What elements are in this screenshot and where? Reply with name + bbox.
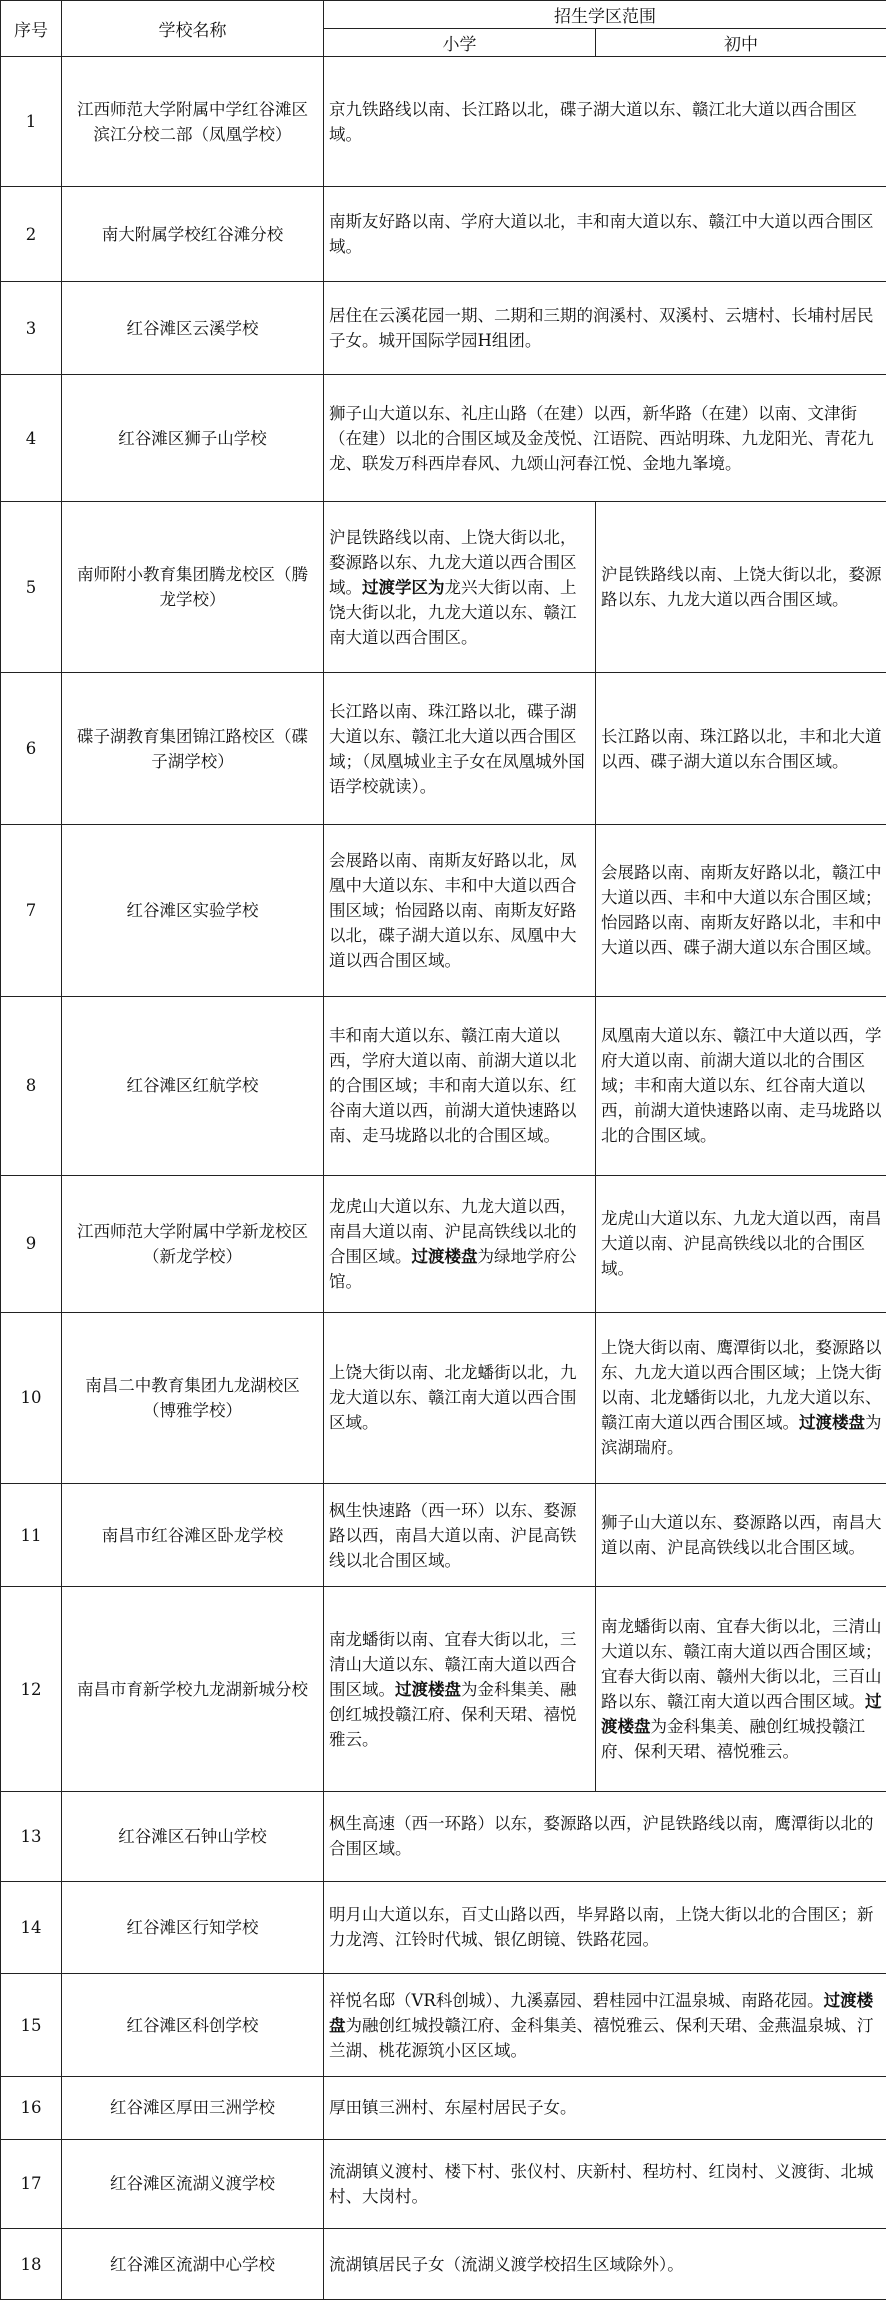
- text-segment: 京九铁路线以南、长江路以北，碟子湖大道以东、赣江北大道以西合围区域。: [329, 99, 857, 144]
- school-name: 红谷滩区行知学校: [62, 1881, 324, 1973]
- table-row: [1, 187, 886, 282]
- primary-area: [324, 825, 596, 996]
- row-number: 9: [1, 1175, 62, 1312]
- school-name: 南昌二中教育集团九龙湖校区（博雅学校）: [62, 1312, 324, 1483]
- text-segment: 祥悦名邸（VR科创城）、九溪嘉园、碧桂园中江温泉城、南路花园。: [329, 1990, 824, 2010]
- text-segment: 南龙蟠街以南、宜春大街以北，三清山大道以东、赣江南大道以西合围区域；宜春大街以南、赣州大街以北，三百山路以东、赣江南大道以西合围区域。: [601, 1617, 882, 1712]
- enrollment-area: [324, 282, 886, 374]
- school-name: 红谷滩区狮子山学校: [62, 374, 324, 502]
- school-name: 红谷滩区云溪学校: [62, 282, 324, 374]
- row-number: 17: [1, 2139, 62, 2229]
- text-segment: 明月山大道以东，百丈山路以西，毕昇路以南，上饶大街以北的合围区；新力龙湾、江铃时代城、银亿朗镜、铁路花园。: [329, 1905, 874, 1950]
- enrollment-area: [324, 1881, 886, 1973]
- primary-area: [324, 1483, 596, 1586]
- table-row: [1, 1175, 886, 1312]
- row-number: 2: [1, 187, 62, 282]
- school-name: 南昌市育新学校九龙湖新城分校: [62, 1587, 324, 1792]
- row-number: 12: [1, 1587, 62, 1792]
- row-number: 16: [1, 2077, 62, 2139]
- row-number: 4: [1, 374, 62, 502]
- enrollment-area: [324, 187, 886, 282]
- text-segment: 上饶大街以南、北龙蟠街以北，九龙大道以东、赣江南大道以西合围区域。: [329, 1363, 577, 1433]
- bold-text: 过渡楼盘: [329, 1990, 874, 2035]
- enrollment-area: [324, 2229, 886, 2300]
- school-name: 红谷滩区流湖中心学校: [62, 2229, 324, 2300]
- school-name: 南师附小教育集团腾龙校区（腾龙学校）: [62, 502, 324, 673]
- header-enrollment-range: 招生学区范围: [324, 1, 886, 29]
- school-name: 红谷滩区红航学校: [62, 996, 324, 1175]
- table-row: [1, 57, 886, 187]
- junior-area: [596, 1587, 886, 1792]
- text-segment: 会展路以南、南斯友好路以北，凤凰中大道以东、丰和中大道以西合围区域；怡园路以南、南斯友好路以北，碟子湖大道以东、凤凰中大道以西合围区域。: [329, 850, 577, 970]
- table-body: [1, 57, 886, 2300]
- table-row: [1, 1974, 886, 2077]
- bold-text: 过渡楼盘: [601, 1692, 882, 1737]
- school-name: 红谷滩区流湖义渡学校: [62, 2139, 324, 2229]
- text-segment: 长江路以南、珠江路以北，碟子湖大道以东、赣江北大道以西合围区域；（凤凰城业主子女在凤凰城外国语学校就读）。: [329, 701, 585, 796]
- row-number: 18: [1, 2229, 62, 2300]
- text-segment: 为金科集美、融创红城投赣江府、保利天珺、禧悦雅云。: [601, 1717, 865, 1762]
- primary-area: [324, 1587, 596, 1792]
- text-segment: 为绿地学府公馆。: [329, 1246, 577, 1291]
- table-row: [1, 2229, 886, 2300]
- primary-area: [324, 673, 596, 825]
- row-number: 14: [1, 1881, 62, 1973]
- header-seq: 序号: [1, 1, 62, 57]
- table-row: [1, 282, 886, 374]
- bold-text: 过渡楼盘: [799, 1413, 865, 1433]
- table-row: [1, 996, 886, 1175]
- row-number: 8: [1, 996, 62, 1175]
- text-segment: 龙虎山大道以东、九龙大道以西，南昌大道以南、沪昆高铁线以北的合围区域。: [329, 1196, 577, 1266]
- text-segment: 龙虎山大道以东、九龙大道以西，南昌大道以南、沪昆高铁线以北的合围区域。: [601, 1209, 882, 1279]
- enrollment-area: [324, 2139, 886, 2229]
- school-name: 江西师范大学附属中学红谷滩区滨江分校二部（凤凰学校）: [62, 57, 324, 187]
- text-segment: 流湖镇义渡村、楼下村、张仪村、庆新村、程坊村、红岗村、义渡街、北城村、大岗村。: [329, 2161, 874, 2206]
- text-segment: 枫生快速路（西一环）以东、婺源路以西，南昌大道以南、沪昆高铁线以北合围区域。: [329, 1500, 577, 1570]
- primary-area: [324, 1175, 596, 1312]
- enrollment-area: [324, 1974, 886, 2077]
- table-row: [1, 1483, 886, 1586]
- enrollment-area: [324, 374, 886, 502]
- text-segment: 为融创红城投赣江府、金科集美、禧悦雅云、保利天珺、金燕温泉城、汀兰湖、桃花源筑小区区域。: [329, 2015, 874, 2060]
- enrollment-area: [324, 2077, 886, 2139]
- row-number: 3: [1, 282, 62, 374]
- enrollment-area: [324, 57, 886, 187]
- row-number: 11: [1, 1483, 62, 1586]
- text-segment: 龙兴大街以南、上饶大街以北，九龙大道以东、赣江南大道以西合围区。: [329, 577, 577, 647]
- text-segment: 上饶大街以南、鹰潭街以北，婺源路以东、九龙大道以西合围区域；上饶大街以南、北龙蟠街以北，九龙大道以东、赣江南大道以西合围区域。: [601, 1338, 882, 1433]
- row-number: 15: [1, 1974, 62, 2077]
- text-segment: 会展路以南、南斯友好路以北，赣江中大道以西、丰和中大道以东合围区域；怡园路以南、南斯友好路以北，丰和中大道以西、碟子湖大道以东合围区域。: [601, 863, 882, 958]
- row-number: 7: [1, 825, 62, 996]
- junior-area: [596, 673, 886, 825]
- bold-text: 过渡学区为: [362, 577, 445, 597]
- junior-area: [596, 1175, 886, 1312]
- school-name: 碟子湖教育集团锦江路校区（碟子湖学校）: [62, 673, 324, 825]
- text-segment: 南龙蟠街以南、宜春大街以北，三清山大道以东、赣江南大道以西合围区域。: [329, 1629, 577, 1699]
- row-number: 1: [1, 57, 62, 187]
- text-segment: 长江路以南、珠江路以北，丰和北大道以西、碟子湖大道以东合围区域。: [601, 726, 882, 771]
- table-row: [1, 1312, 886, 1483]
- text-segment: 流湖镇居民子女（流湖义渡学校招生区域除外）。: [329, 2254, 684, 2274]
- school-name: 红谷滩区科创学校: [62, 1974, 324, 2077]
- school-name: 南昌市红谷滩区卧龙学校: [62, 1483, 324, 1586]
- junior-area: [596, 1312, 886, 1483]
- table-row: [1, 2139, 886, 2229]
- text-segment: 沪昆铁路线以南、上饶大街以北，婺源路以东、九龙大道以西合围区域。: [329, 527, 577, 597]
- header-junior: 初中: [596, 29, 886, 57]
- row-number: 13: [1, 1792, 62, 1882]
- table-row: [1, 673, 886, 825]
- table-row: [1, 1792, 886, 1882]
- text-segment: 沪昆铁路线以南、上饶大街以北，婺源路以东、九龙大道以西合围区域。: [601, 565, 882, 610]
- table-row: [1, 1587, 886, 1792]
- junior-area: [596, 1483, 886, 1586]
- school-name: 江西师范大学附属中学新龙校区（新龙学校）: [62, 1175, 324, 1312]
- school-name: 红谷滩区厚田三洲学校: [62, 2077, 324, 2139]
- school-name: 南大附属学校红谷滩分校: [62, 187, 324, 282]
- text-segment: 丰和南大道以东、赣江南大道以西，学府大道以南、前湖大道以北的合围区域；丰和南大道以东、红谷南大道以西，前湖大道快速路以南、走马垅路以北的合围区域。: [329, 1026, 577, 1146]
- header-primary: 小学: [324, 29, 596, 57]
- row-number: 5: [1, 502, 62, 673]
- text-segment: 枫生高速（西一环路）以东，婺源路以西，沪昆铁路线以南，鹰潭街以北的合围区域。: [329, 1814, 874, 1859]
- junior-area: [596, 996, 886, 1175]
- enrollment-area: [324, 1792, 886, 1882]
- text-segment: 厚田镇三洲村、东屋村居民子女。: [329, 2098, 577, 2118]
- table-row: [1, 502, 886, 673]
- table-row: [1, 1881, 886, 1973]
- school-name: 红谷滩区石钟山学校: [62, 1792, 324, 1882]
- primary-area: [324, 502, 596, 673]
- bold-text: 过渡楼盘: [395, 1679, 461, 1699]
- bold-text: 过渡楼盘: [411, 1246, 478, 1266]
- text-segment: 南斯友好路以南、学府大道以北，丰和南大道以东、赣江中大道以西合围区域。: [329, 212, 874, 257]
- text-segment: 狮子山大道以东、礼庄山路（在建）以西，新华路（在建）以南、文津街（在建）以北的合围区域及金茂悦、江语院、西站明珠、九龙阳光、青花九龙、联发万科西岸春风、九颂山河春江悦、金地九峯境。: [329, 403, 874, 473]
- header-school-name: 学校名称: [62, 1, 324, 57]
- primary-area: [324, 1312, 596, 1483]
- table-row: [1, 374, 886, 502]
- row-number: 6: [1, 673, 62, 825]
- table-row: [1, 2077, 886, 2139]
- table-row: [1, 825, 886, 996]
- junior-area: [596, 502, 886, 673]
- school-name: 红谷滩区实验学校: [62, 825, 324, 996]
- text-segment: 狮子山大道以东、婺源路以西，南昌大道以南、沪昆高铁线以北合围区域。: [601, 1513, 882, 1557]
- text-segment: 为滨湖瑞府。: [601, 1413, 882, 1458]
- text-segment: 凤凰南大道以东、赣江中大道以西，学府大道以南、前湖大道以北的合围区域；丰和南大道以东、红谷南大道以西，前湖大道快速路以南、走马垅路以北的合围区域。: [601, 1026, 882, 1146]
- junior-area: [596, 825, 886, 996]
- primary-area: [324, 996, 596, 1175]
- text-segment: 为金科集美、融创红城投赣江府、保利天珺、禧悦雅云。: [329, 1679, 577, 1749]
- text-segment: 居住在云溪花园一期、二期和三期的润溪村、双溪村、云塘村、长埔村居民子女。城开国际学园H组团。: [329, 306, 874, 351]
- row-number: 10: [1, 1312, 62, 1483]
